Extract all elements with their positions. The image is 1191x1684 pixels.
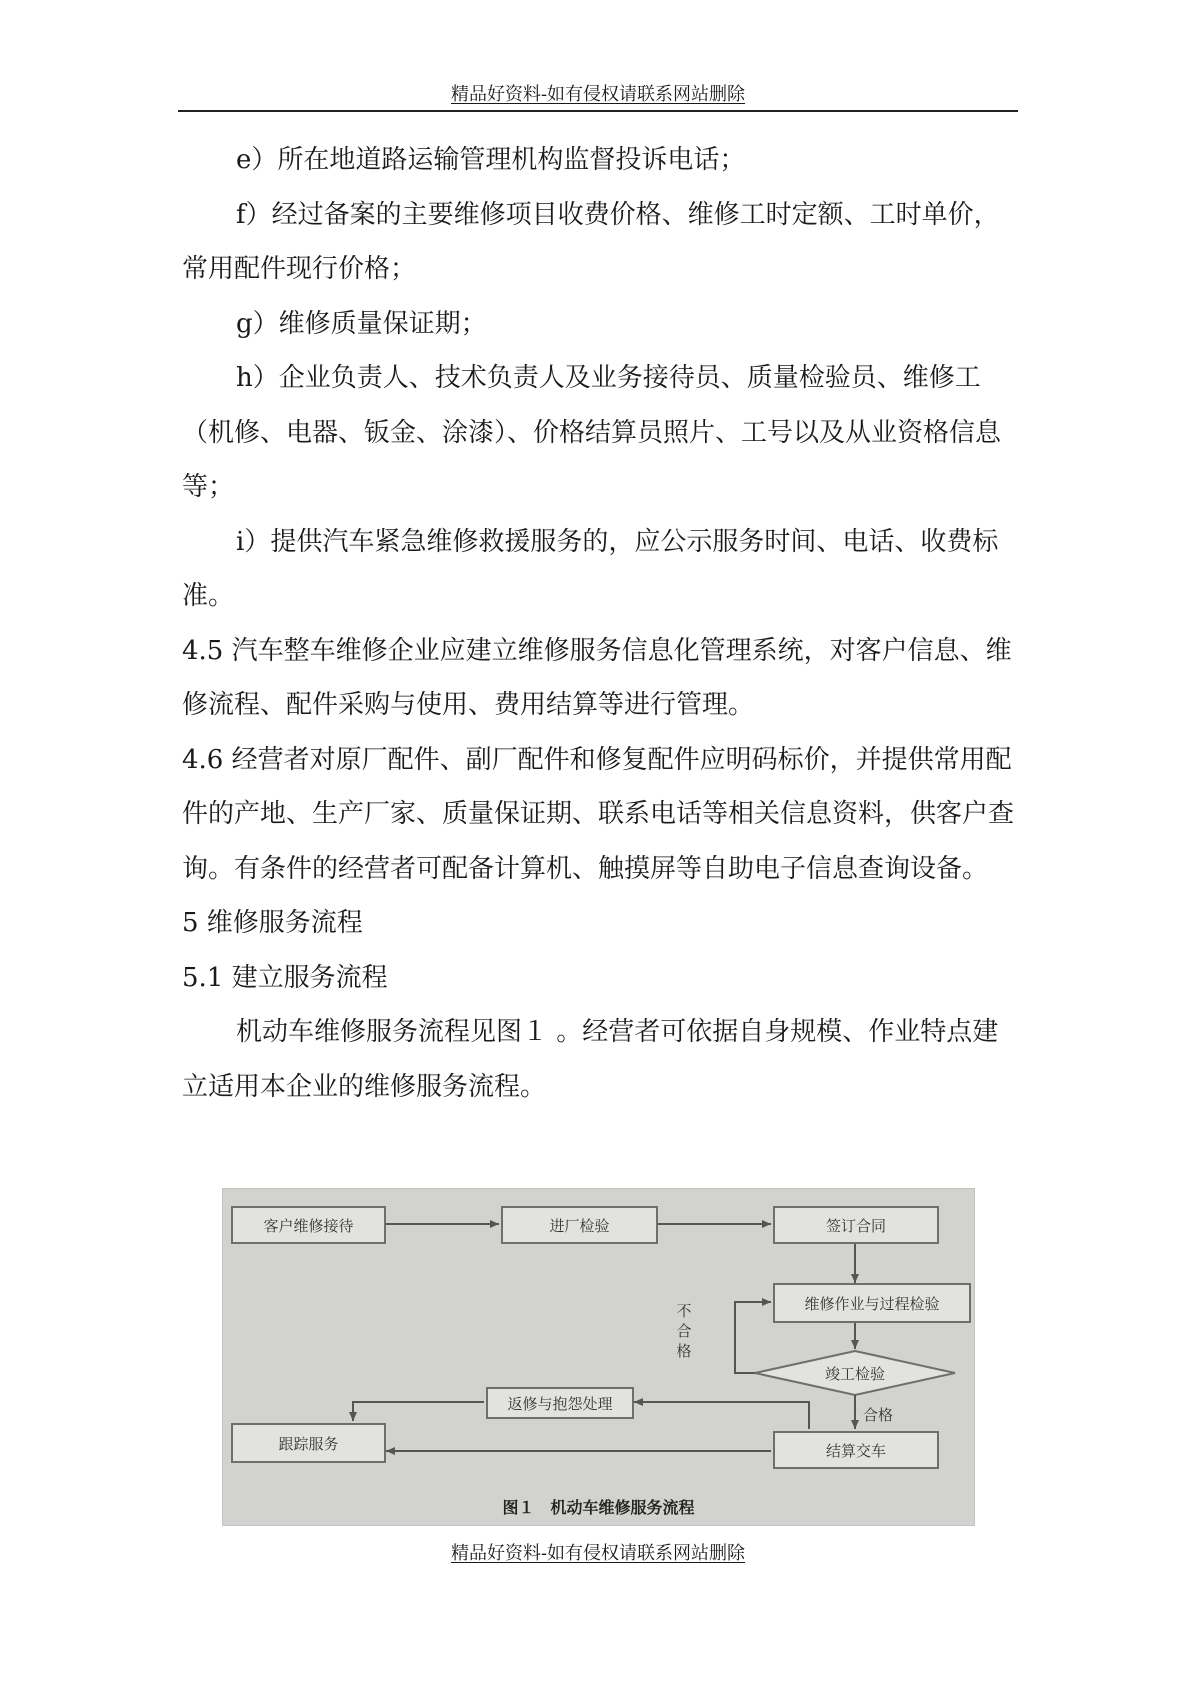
node-rework: 返修与抱怨处理 [486, 1387, 634, 1419]
figure-caption: 图１ 机动车维修服务流程 [502, 1498, 695, 1517]
arrow-rework-to-followup [353, 1402, 484, 1421]
paragraph-h: h）企业负责人、技术负责人及业务接待员、质量检验员、维修工（机修、电器、钣金、涂漆）、价格结算员照片、工号以及从业资格信息等； [182, 363, 1002, 502]
arrow-fail-loop [735, 1302, 771, 1373]
node-settlement: 结算交车 [773, 1431, 939, 1469]
paragraph-4-5: 4.5 汽车整车维修企业应建立维修服务信息化管理系统，对客户信息、维修流程、配件采购与使用、费用结算等进行管理。 [182, 635, 1012, 720]
paragraph-4-6: 4.6 经营者对原厂配件、副厂配件和修复配件应明码标价，并提供常用配件的产地、生产厂家、质量保证期、联系电话等相关信息资料，供客户查询。有条件的经营者可配备计算机、触摸屏等自助电子信息查询设备。 [182, 744, 1015, 884]
node-inspection: 进厂检验 [501, 1206, 658, 1244]
node-final-check: 竣工检验 [824, 1365, 885, 1383]
footer-text: 精品好资料-如有侵权请联系网站删除 [450, 1543, 746, 1564]
paragraph-f: f）经过备案的主要维修项目收费价格、维修工时定额、工时单价，常用配件现行价格； [182, 199, 1000, 284]
label-pass: 合格 [863, 1406, 894, 1424]
node-contract: 签订合同 [773, 1206, 939, 1244]
header-text: 精品好资料-如有侵权请联系网站删除 [450, 84, 746, 105]
paragraph-flow-intro: 机动车维修服务流程见图１ 。经营者可依据自身规模、作业特点建立适用本企业的维修服务流程。 [182, 1017, 999, 1102]
page-footer [178, 1543, 1018, 1565]
node-work: 维修作业与过程检验 [773, 1283, 971, 1323]
node-followup: 跟踪服务 [231, 1423, 386, 1463]
section-heading-5: 5 维修服务流程 [182, 908, 363, 938]
page-header [178, 84, 1018, 112]
flowchart-figure [222, 1188, 975, 1526]
arrow-settlement-to-rework [634, 1402, 809, 1429]
paragraph-g: g）维修质量保证期； [236, 308, 487, 339]
label-fail: 不合格 [676, 1302, 692, 1360]
section-heading-5-1: 5.1 建立服务流程 [182, 962, 388, 993]
paragraph-i: i）提供汽车紧急维修救援服务的，应公示服务时间、电话、收费标准。 [182, 526, 999, 611]
node-reception: 客户维修接待 [231, 1206, 386, 1244]
paragraph-e: e）所在地道路运输管理机构监督投诉电话； [236, 145, 746, 175]
document-body [182, 133, 1017, 1114]
